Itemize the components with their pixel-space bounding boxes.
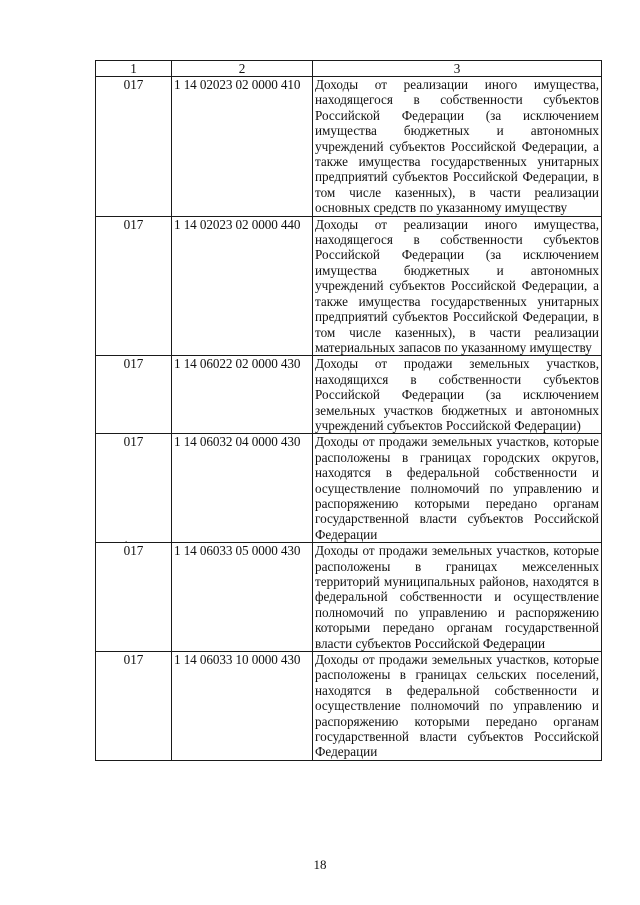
admin-code-cell: 017: [96, 434, 172, 543]
admin-code-cell: 017: [96, 356, 172, 434]
description-cell: Доходы от реализации иного имущества, находящегося в собственности субъектов Российской Федерации (за исключением имущества бюджетных и автономных учреждений субъектов Российской Федерации, а также имущества государственных унитарных предприятий субъектов Российской Федерации, в том числе казенных), в части реализации основных средств по указанному имуществу: [313, 77, 602, 217]
admin-code-cell: 017: [96, 77, 172, 217]
kbk-code-cell: 1 14 02023 02 0000 410: [172, 77, 313, 217]
admin-code-cell: 017: [96, 652, 172, 761]
stray-scan-mark: .: [125, 534, 128, 544]
table-row: [96, 77, 602, 217]
description-cell: Доходы от реализации иного имущества, находящегося в собственности субъектов Российской Федерации (за исключением имущества бюджетных и автономных учреждений субъектов Российской Федерации, а также имущества государственных унитарных предприятий субъектов Российской Федерации, в том числе казенных), в части реализации материальных запасов по указанному имуществу: [313, 216, 602, 356]
kbk-code-cell: 1 14 06033 05 0000 430: [172, 543, 313, 652]
kbk-code-cell: 1 14 06033 10 0000 430: [172, 652, 313, 761]
admin-code-cell: 017: [96, 216, 172, 356]
table-body: [96, 77, 602, 761]
admin-code-cell: 017: [96, 543, 172, 652]
revenue-codes-table: [95, 60, 602, 761]
description-cell: Доходы от продажи земельных участков, которые расположены в границах сельских поселений, находятся в федеральной собственности и осуществление полномочий по управлению и распоряжению которыми передано органам государственной власти субъектов Российской Федерации: [313, 652, 602, 761]
description-cell: Доходы от продажи земельных участков, находящихся в собственности субъектов Российской Федерации (за исключением земельных участков бюджетных и автономных учреждений субъектов Российской Федерации): [313, 356, 602, 434]
header-col-1: 1: [96, 61, 172, 77]
table-header: [96, 61, 602, 77]
kbk-code-cell: 1 14 06032 04 0000 430: [172, 434, 313, 543]
table-row: [96, 216, 602, 356]
table-row: [96, 543, 602, 652]
description-cell: Доходы от продажи земельных участков, которые расположены в границах межселенных территорий муниципальных районов, находятся в федеральной собственности и осуществление полномочий по управлению и распоряжению которыми передано органам государственной власти субъектов Российской Федерации: [313, 543, 602, 652]
header-row: [96, 61, 602, 77]
description-cell: Доходы от продажи земельных участков, которые расположены в границах городских округов, находятся в федеральной собственности и осуществление полномочий по управлению и распоряжению которыми передано органам государственной власти субъектов Российской Федерации: [313, 434, 602, 543]
table-row: [96, 434, 602, 543]
table-row: [96, 652, 602, 761]
page-number: 18: [313, 857, 327, 872]
kbk-code-cell: 1 14 02023 02 0000 440: [172, 216, 313, 356]
kbk-code-cell: 1 14 06022 02 0000 430: [172, 356, 313, 434]
header-col-3: 3: [313, 61, 602, 77]
table-row: [96, 356, 602, 434]
header-col-2: 2: [172, 61, 313, 77]
